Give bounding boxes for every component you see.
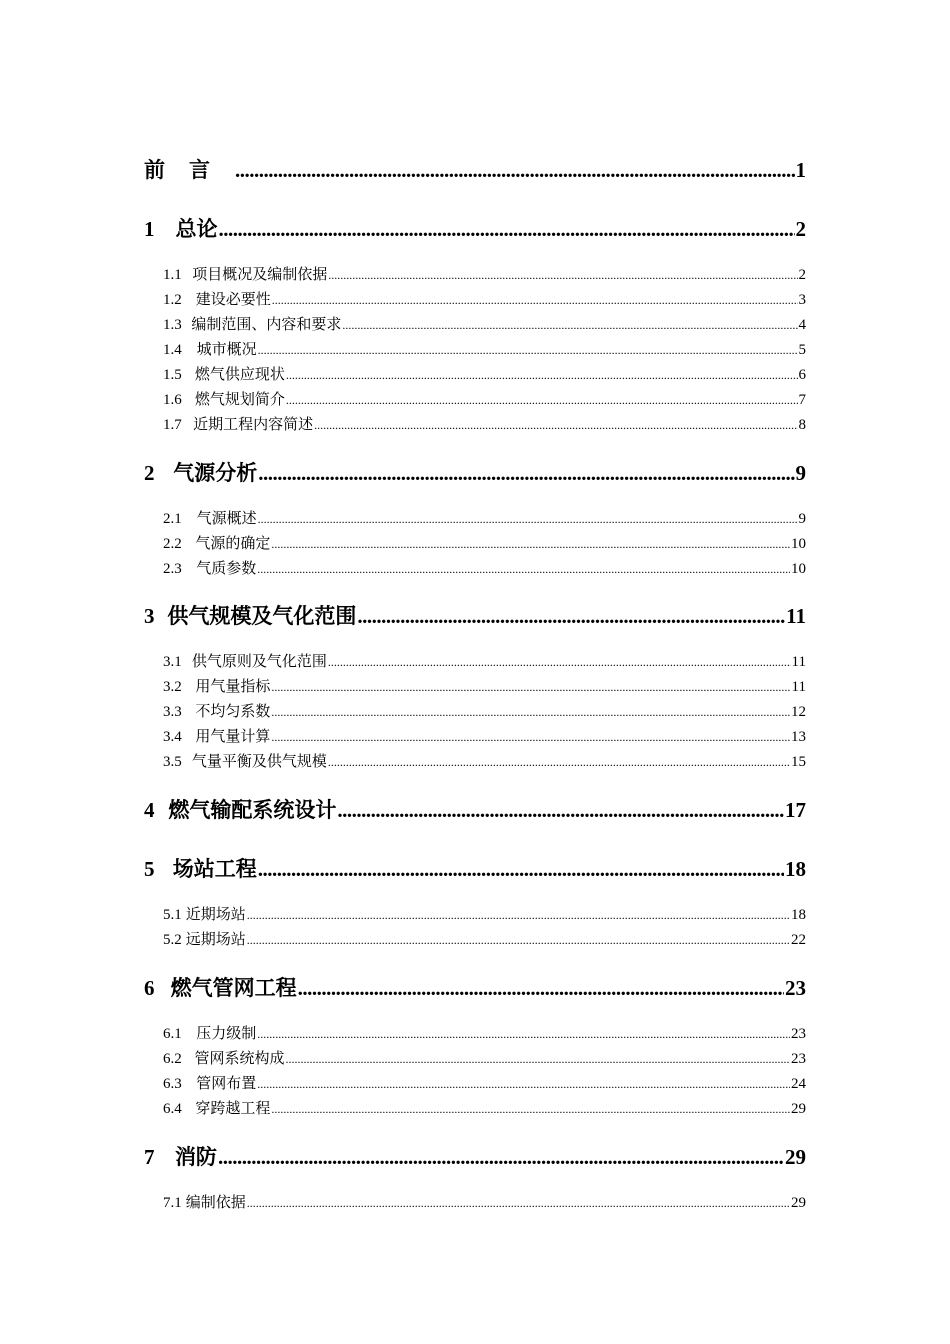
toc-entry-number: 1.3 bbox=[163, 317, 182, 333]
toc-entry-page: 8 bbox=[798, 417, 806, 433]
toc-entry-chapter[interactable] bbox=[144, 853, 806, 881]
toc-entry-title: 编制依据 bbox=[185, 1195, 246, 1211]
toc-leader-dots bbox=[247, 908, 790, 923]
toc-entry-page: 9 bbox=[798, 511, 806, 527]
toc-entry-section[interactable] bbox=[163, 557, 806, 577]
toc-entry-section[interactable] bbox=[163, 700, 806, 720]
toc-entry-page: 24 bbox=[791, 1076, 806, 1092]
toc-entry-number: 6.1 bbox=[163, 1026, 182, 1042]
toc-entry-number: 6.2 bbox=[163, 1051, 182, 1067]
toc-entry-title: 穿跨越工程 bbox=[195, 1101, 271, 1117]
toc-entry-number: 1.2 bbox=[163, 292, 182, 308]
toc-entry-section[interactable] bbox=[163, 928, 806, 948]
toc-entry-page: 10 bbox=[791, 536, 806, 552]
toc-entry-page: 23 bbox=[791, 1026, 806, 1042]
toc-entry-page: 1 bbox=[795, 158, 806, 182]
toc-entry-title: 用气量计算 bbox=[195, 729, 271, 745]
toc-entry-number: 5 bbox=[144, 857, 155, 881]
toc-entry-page: 22 bbox=[791, 932, 806, 948]
toc-entry-number: 2.2 bbox=[163, 536, 182, 552]
toc-leader-dots bbox=[218, 217, 794, 242]
toc-entry-page: 17 bbox=[785, 798, 806, 822]
toc-entry-title: 城市概况 bbox=[196, 342, 257, 358]
toc-leader-dots bbox=[272, 293, 798, 308]
toc-entry-number: 1 bbox=[144, 217, 155, 241]
toc-entry-title: 供气规模及气化范围 bbox=[167, 604, 357, 628]
toc-entry-number: 2 bbox=[144, 461, 155, 485]
toc-leader-dots bbox=[337, 798, 784, 823]
toc-entry-title: 消防 bbox=[174, 1145, 217, 1169]
toc-entry-number: 2.1 bbox=[163, 511, 182, 527]
toc-entry-title: 近期场站 bbox=[185, 907, 246, 923]
toc-entry-number: 5.1 bbox=[163, 907, 182, 923]
toc-leader-dots bbox=[328, 655, 791, 670]
toc-entry-title: 管网布置 bbox=[196, 1076, 257, 1092]
toc-entry-number: 7.1 bbox=[163, 1195, 182, 1211]
toc-leader-dots bbox=[271, 1102, 790, 1117]
toc-entry-page: 3 bbox=[798, 292, 806, 308]
toc-entry-section[interactable] bbox=[163, 675, 806, 695]
toc-entry-title: 燃气规划简介 bbox=[194, 392, 285, 408]
toc-entry-section[interactable] bbox=[163, 1047, 806, 1067]
toc-entry-section[interactable] bbox=[163, 750, 806, 770]
toc-entry-page: 2 bbox=[795, 217, 806, 241]
toc-leader-dots bbox=[286, 393, 798, 408]
toc-entry-chapter[interactable] bbox=[144, 972, 806, 1000]
toc-leader-dots bbox=[328, 755, 790, 770]
toc-entry-section[interactable] bbox=[163, 388, 806, 408]
toc-entry-title: 气质参数 bbox=[196, 561, 257, 577]
toc-entry-page: 10 bbox=[791, 561, 806, 577]
toc-entry-section[interactable] bbox=[163, 725, 806, 745]
toc-entry-title: 远期场站 bbox=[185, 932, 246, 948]
toc-entry-title: 编制范围、内容和要求 bbox=[191, 317, 342, 333]
toc-entry-title: 燃气供应现状 bbox=[194, 367, 285, 383]
toc-entry-page: 5 bbox=[798, 342, 806, 358]
toc-entry-title: 气量平衡及供气规模 bbox=[191, 754, 327, 770]
toc-leader-dots bbox=[235, 158, 795, 183]
toc-entry-title: 不均匀系数 bbox=[195, 704, 271, 720]
toc-entry-page: 4 bbox=[798, 317, 806, 333]
toc-entry-number: 5.2 bbox=[163, 932, 182, 948]
toc-leader-dots bbox=[271, 730, 790, 745]
toc-entry-title: 场站工程 bbox=[172, 857, 257, 881]
toc-leader-dots bbox=[257, 562, 790, 577]
toc-entry-page: 12 bbox=[791, 704, 806, 720]
toc-entry-title: 管网系统构成 bbox=[194, 1051, 285, 1067]
toc-entry-page: 9 bbox=[795, 461, 806, 485]
toc-entry-page: 29 bbox=[791, 1101, 806, 1117]
toc-entry-number: 3.3 bbox=[163, 704, 182, 720]
toc-leader-dots bbox=[298, 976, 784, 1001]
toc-entry-section[interactable] bbox=[163, 338, 806, 358]
toc-entry-section[interactable] bbox=[163, 507, 806, 527]
toc-entry-number: 1.1 bbox=[163, 267, 182, 283]
toc-leader-dots bbox=[258, 343, 798, 358]
toc-leader-dots bbox=[257, 1077, 790, 1092]
toc-entry-number: 4 bbox=[144, 798, 155, 822]
toc-leader-dots bbox=[247, 1196, 790, 1211]
toc-entry-page: 2 bbox=[798, 267, 806, 283]
toc-entry-chapter[interactable] bbox=[144, 213, 806, 241]
toc-entry-page: 6 bbox=[798, 367, 806, 383]
toc-entry-page: 18 bbox=[785, 857, 806, 881]
toc-entry-section[interactable] bbox=[163, 263, 806, 283]
toc-entry-page: 13 bbox=[791, 729, 806, 745]
toc-entry-number: 3 bbox=[144, 604, 155, 628]
toc-entry-page: 11 bbox=[791, 679, 806, 695]
toc-entry-number: 6.4 bbox=[163, 1101, 182, 1117]
toc-leader-dots bbox=[258, 512, 798, 527]
toc-entry-title: 供气原则及气化范围 bbox=[191, 654, 327, 670]
toc-entry-page: 11 bbox=[786, 604, 806, 628]
toc-entry-title: 建设必要性 bbox=[195, 292, 271, 308]
toc-entry-chapter[interactable] bbox=[144, 794, 806, 822]
toc-entry-number: 6 bbox=[144, 976, 155, 1000]
toc-entry-title: 前言 bbox=[144, 158, 234, 182]
toc-entry-title: 项目概况及编制依据 bbox=[192, 267, 328, 283]
toc-entry-title: 气源概述 bbox=[196, 511, 257, 527]
toc-leader-dots bbox=[314, 418, 797, 433]
toc-entry-number: 1.5 bbox=[163, 367, 182, 383]
toc-leader-dots bbox=[247, 933, 790, 948]
toc-entry-page: 18 bbox=[791, 907, 806, 923]
toc-entry-page: 29 bbox=[791, 1195, 806, 1211]
toc-entry-number: 3.1 bbox=[163, 654, 182, 670]
toc-entry-page: 23 bbox=[791, 1051, 806, 1067]
toc-entry-section[interactable] bbox=[163, 1022, 806, 1042]
toc-leader-dots bbox=[357, 604, 785, 629]
toc-entry-title: 总论 bbox=[175, 217, 218, 241]
toc-entry-section[interactable] bbox=[163, 1191, 806, 1211]
toc-entry-section[interactable] bbox=[163, 288, 806, 308]
toc-entry-number: 1.4 bbox=[163, 342, 182, 358]
toc-leader-dots bbox=[257, 1027, 790, 1042]
toc-leader-dots bbox=[328, 268, 797, 283]
toc-entry-number: 3.5 bbox=[163, 754, 182, 770]
toc-entry-number: 3.2 bbox=[163, 679, 182, 695]
toc-entry-section[interactable] bbox=[163, 413, 806, 433]
toc-leader-dots bbox=[258, 461, 794, 486]
toc-leader-dots bbox=[271, 680, 790, 695]
toc-entry-page: 7 bbox=[798, 392, 806, 408]
toc-entry-section[interactable] bbox=[163, 903, 806, 923]
toc-entry-title: 燃气输配系统设计 bbox=[168, 798, 337, 822]
toc-entry-title: 气源分析 bbox=[173, 461, 258, 485]
toc-entry-chapter[interactable] bbox=[144, 457, 806, 485]
toc-entry-title: 气源的确定 bbox=[195, 536, 271, 552]
toc-entry-chapter[interactable] bbox=[144, 600, 806, 628]
toc-leader-dots bbox=[258, 857, 784, 882]
toc-entry-number: 1.6 bbox=[163, 392, 182, 408]
toc-leader-dots bbox=[286, 368, 798, 383]
toc-entry-section[interactable] bbox=[163, 313, 806, 333]
toc-entry-section[interactable] bbox=[163, 532, 806, 552]
toc-entry-section[interactable] bbox=[163, 363, 806, 383]
toc-leader-dots bbox=[271, 705, 790, 720]
toc-leader-dots bbox=[271, 537, 790, 552]
toc-entry-number: 6.3 bbox=[163, 1076, 182, 1092]
toc-entry-number: 2.3 bbox=[163, 561, 182, 577]
toc-entry-title: 近期工程内容简述 bbox=[193, 417, 314, 433]
toc-entry-page: 23 bbox=[785, 976, 806, 1000]
toc-entry-title: 压力级制 bbox=[196, 1026, 257, 1042]
toc-entry-number: 1.7 bbox=[163, 417, 182, 433]
toc-entry-chapter[interactable] bbox=[144, 1141, 806, 1169]
toc-entry-number: 3.4 bbox=[163, 729, 182, 745]
toc-entry-page: 11 bbox=[791, 654, 806, 670]
toc-entry-title: 用气量指标 bbox=[195, 679, 271, 695]
toc-entry-preface[interactable] bbox=[144, 154, 806, 182]
toc-entry-section[interactable] bbox=[163, 650, 806, 670]
toc-leader-dots bbox=[218, 1145, 784, 1170]
toc-entry-number: 7 bbox=[144, 1145, 155, 1169]
toc-entry-page: 15 bbox=[791, 754, 806, 770]
toc-entry-title: 燃气管网工程 bbox=[170, 976, 297, 1000]
toc-entry-page: 29 bbox=[785, 1145, 806, 1169]
toc-entry-section[interactable] bbox=[163, 1072, 806, 1092]
toc-entry-section[interactable] bbox=[163, 1097, 806, 1117]
toc-leader-dots bbox=[342, 318, 797, 333]
toc-leader-dots bbox=[285, 1052, 790, 1067]
